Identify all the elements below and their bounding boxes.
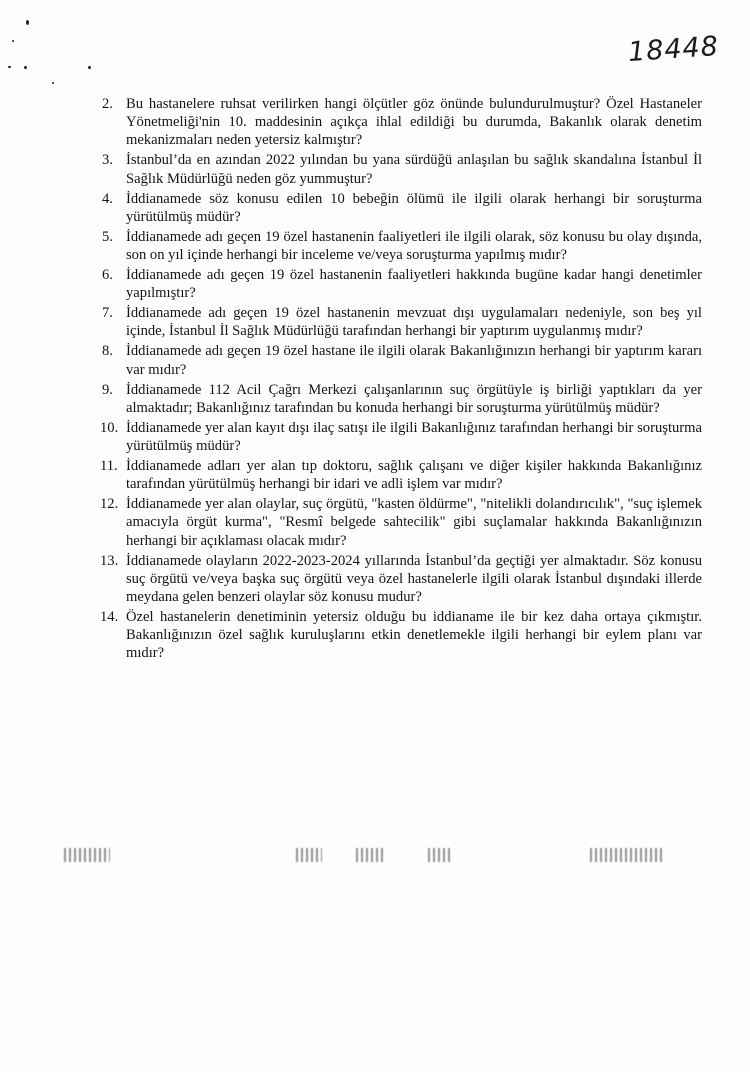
signature-mark bbox=[356, 848, 384, 862]
signature-marks-row bbox=[0, 848, 750, 878]
signature-mark bbox=[64, 848, 110, 862]
question-number: 2. bbox=[102, 96, 113, 112]
question-number: 12. bbox=[100, 496, 119, 513]
question-text: İddianamede yer alan kayıt dışı ilaç satışı ile ilgili Bakanlığınız tarafından herhangi bir soruşturma yürütülmüş müdür? bbox=[126, 419, 702, 455]
handwritten-document-number: 18448 bbox=[627, 30, 720, 69]
signature-mark bbox=[296, 848, 322, 862]
question-number: 13. bbox=[100, 552, 119, 569]
scan-speck bbox=[88, 66, 91, 69]
question-item bbox=[102, 495, 702, 550]
question-number: 3. bbox=[102, 152, 113, 169]
question-item bbox=[102, 266, 702, 302]
question-text: İddianamede olayların 2022-2023-2024 yıllarında İstanbul’da geçtiği yer almaktadır. Söz konusu suç örgütü ve/veya başka suç örgütü veya özel hastanelerle ilgili olarak İstanbul dışındaki illerde meydana gelen benzeri olaylar söz konusu mudur? bbox=[126, 552, 702, 606]
signature-mark bbox=[428, 848, 452, 862]
question-number: 14. bbox=[100, 609, 119, 626]
question-item bbox=[102, 608, 702, 663]
question-number: 7. bbox=[102, 305, 113, 322]
question-text: İddianamede adı geçen 19 özel hastanenin mevzuat dışı uygulamaları nedeniyle, son beş yıl içinde, İstanbul İl Sağlık Müdürlüğü tarafından herhangi bir yaptırım uygulanmış mıdır? bbox=[126, 305, 702, 340]
question-text: İddianamede adı geçen 19 özel hastane ile ilgili olarak Bakanlığınızın herhangi bir yaptırım kararı var mıdır? bbox=[126, 343, 702, 378]
scan-speck bbox=[26, 20, 29, 25]
question-item bbox=[102, 304, 702, 340]
question-item bbox=[102, 190, 702, 226]
question-item bbox=[102, 228, 702, 264]
question-text: İddianamede söz konusu edilen 10 bebeğin ölümü ile ilgili olarak herhangi bir soruşturma yürütülmüş müdür? bbox=[126, 190, 702, 225]
question-text: Özel hastanelerin denetiminin yetersiz olduğu bu iddianame ile bir kez daha ortaya çıkmıştır. Bakanlığınızın özel sağlık kuruluşlarını etkin denetlemekle ilgili herhangi bir eylem planı var mıdır? bbox=[126, 609, 702, 662]
question-item bbox=[102, 151, 702, 187]
question-item bbox=[102, 381, 702, 417]
question-item bbox=[102, 95, 702, 150]
question-number: 5. bbox=[102, 228, 113, 245]
question-text: İddianamede yer alan olaylar, suç örgütü, "kasten öldürme", "nitelikli dolandırıcılık", "suç işlemek amacıyla örgüt kurma", "Resmî belgede sahtecilik" gibi suçlamalar hakkında Bakanlığınızın herhangi bir açıklaması olacak mıdır? bbox=[126, 496, 702, 549]
question-text: İddianamede 112 Acil Çağrı Merkezi çalışanlarının suç örgütüyle iş birliği yaptıkları da yer almaktadır; Bakanlığınız tarafından bu konuda herhangi bir soruşturma yürütülmüş müdür? bbox=[126, 381, 702, 416]
scan-speck bbox=[8, 66, 11, 68]
question-item bbox=[102, 457, 702, 493]
question-item bbox=[102, 552, 702, 607]
signature-mark bbox=[590, 848, 664, 862]
question-number: 6. bbox=[102, 267, 113, 284]
question-text: Bu hastanelere ruhsat verilirken hangi ölçütler göz önünde bulundurulmuştur? Özel Hastaneler Yönetmeliği'nin 10. maddesinin açıkça ihlal edildiği bu durumda, Bakanlık olarak denetim mekanizmaları neden yetersiz kalmıştır? bbox=[126, 96, 702, 149]
question-item bbox=[102, 419, 702, 455]
question-number: 8. bbox=[102, 343, 113, 360]
question-text: İddianamede adları yer alan tıp doktoru, sağlık çalışanı ve diğer kişiler hakkında Bakanlığınız tarafından yürütülmüş herhangi bir idari ve adli işlem var mıdır? bbox=[126, 458, 702, 493]
scan-speck bbox=[24, 66, 27, 69]
question-item bbox=[102, 342, 702, 378]
question-number: 4. bbox=[102, 190, 113, 207]
question-text: İstanbul’da en azından 2022 yılından bu yana sürdüğü anlaşılan bu sağlık skandalına İstanbul İl Sağlık Müdürlüğü neden göz yummuştur? bbox=[126, 152, 702, 187]
question-number: 10. bbox=[100, 419, 119, 436]
question-list bbox=[102, 95, 702, 664]
scan-speck bbox=[52, 82, 54, 84]
question-number: 11. bbox=[100, 458, 118, 475]
question-text: İddianamede adı geçen 19 özel hastanenin faaliyetleri hakkında bugüne kadar hangi denetimler yapılmıştır? bbox=[126, 267, 702, 302]
question-number: 9. bbox=[102, 381, 113, 398]
scan-speck bbox=[12, 40, 14, 42]
question-text: İddianamede adı geçen 19 özel hastanenin faaliyetleri ile ilgili olarak, söz konusu bu olay dışında, son on yıl içinde herhangi bir inceleme ve/veya soruşturma yapılmış mıdır? bbox=[126, 228, 702, 264]
